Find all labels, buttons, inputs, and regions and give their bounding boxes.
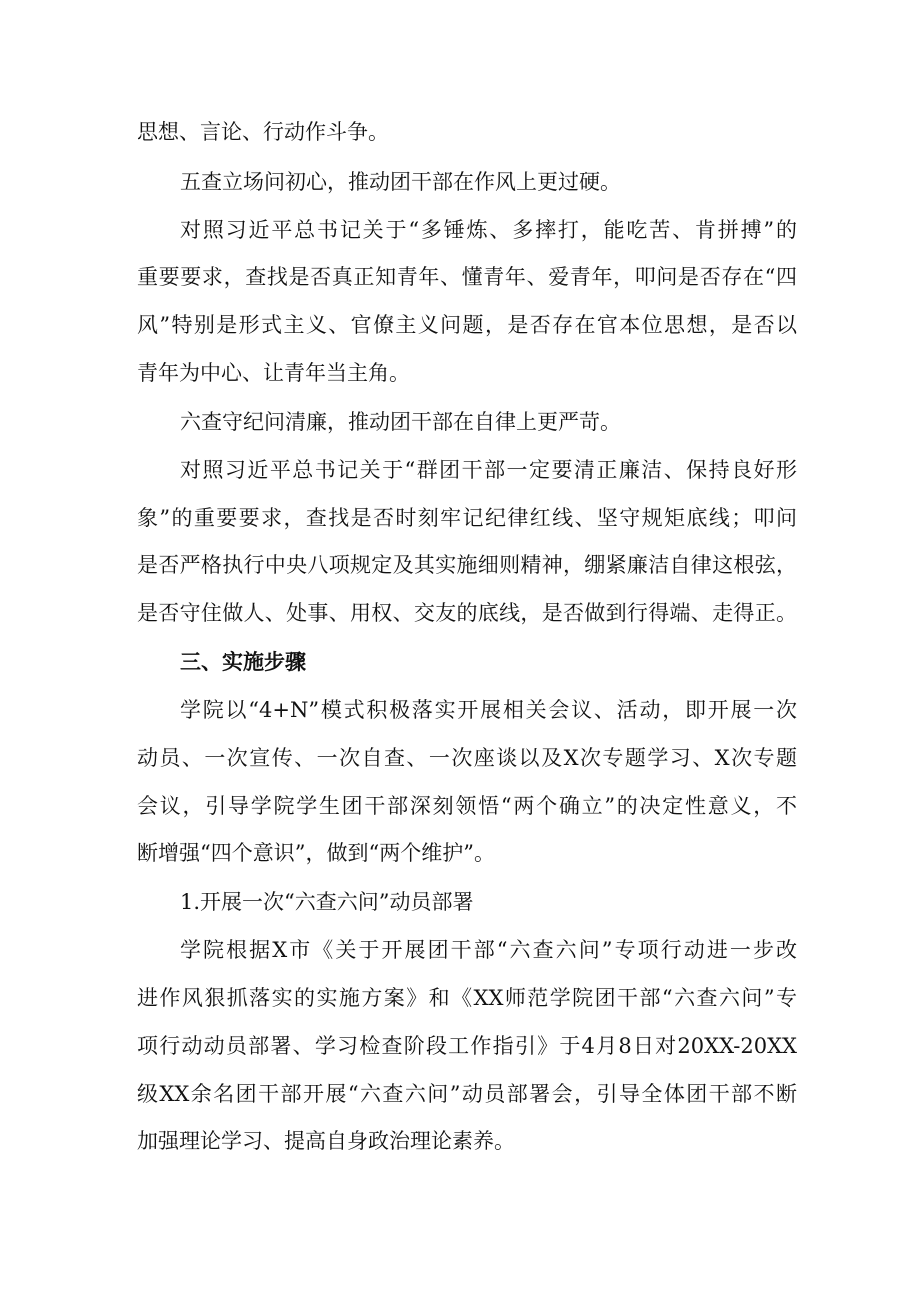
paragraph-line: 进作风狠抓落实的实施方案》和《XX师范学院团干部“六查六问”专 — [137, 986, 797, 1010]
paragraph-line: 断增强“四个意识”，做到“两个维护”。 — [137, 841, 495, 865]
paragraph-line: 动员、一次宣传、一次自查、一次座谈以及X次专题学习、X次专题 — [137, 746, 797, 770]
section-heading: 三、实施步骤 — [180, 650, 306, 674]
paragraph-line: 风”特别是形式主义、官僚主义问题，是否存在官本位思想，是否以 — [137, 313, 797, 337]
paragraph-line: 会议，引导学院学生团干部深刻领悟“两个确立”的决定性意义，不 — [137, 794, 797, 818]
subsection-heading: 1.开展一次“六查六问”动员部署 — [180, 890, 474, 914]
paragraph-line: 对照习近平总书记关于“群团干部一定要清正廉洁、保持良好形 — [180, 458, 797, 482]
paragraph-line: 项行动动员部署、学习检查阶段工作指引》于4月8日对20XX-20XX — [137, 1034, 797, 1058]
paragraph-line: 是否严格执行中央八项规定及其实施细则精神，绷紧廉洁自律这根弦， — [137, 553, 797, 577]
paragraph-line: 加强理论学习、提高自身政治理论素养。 — [137, 1129, 515, 1153]
paragraph-line: 象”的重要要求，查找是否时刻牢记纪律红线、坚守规矩底线；叩问 — [137, 506, 797, 530]
paragraph-line: 青年为中心、让青年当主角。 — [137, 361, 410, 385]
paragraph-line: 对照习近平总书记关于“多锤炼、多摔打，能吃苦、肯拼搏”的 — [180, 218, 797, 242]
paragraph-line: 学院以“4+N”模式积极落实开展相关会议、活动，即开展一次 — [180, 698, 797, 722]
paragraph-line: 级XX余名团干部开展“六查六问”动员部署会，引导全体团干部不断 — [137, 1082, 797, 1106]
paragraph-line: 是否守住做人、处事、用权、交友的底线，是否做到行得端、走得正。 — [137, 601, 797, 625]
paragraph-line: 思想、言论、行动作斗争。 — [137, 120, 389, 144]
paragraph-line: 重要要求，查找是否真正知青年、懂青年、爱青年，叩问是否存在“四 — [137, 265, 797, 289]
section-item-five: 五查立场问初心，推动团干部在作风上更过硬。 — [180, 170, 621, 194]
paragraph-line: 学院根据X市《关于开展团干部“六查六问”专项行动进一步改 — [180, 938, 797, 962]
section-item-six: 六查守纪问清廉，推动团干部在自律上更严苛。 — [180, 410, 621, 434]
